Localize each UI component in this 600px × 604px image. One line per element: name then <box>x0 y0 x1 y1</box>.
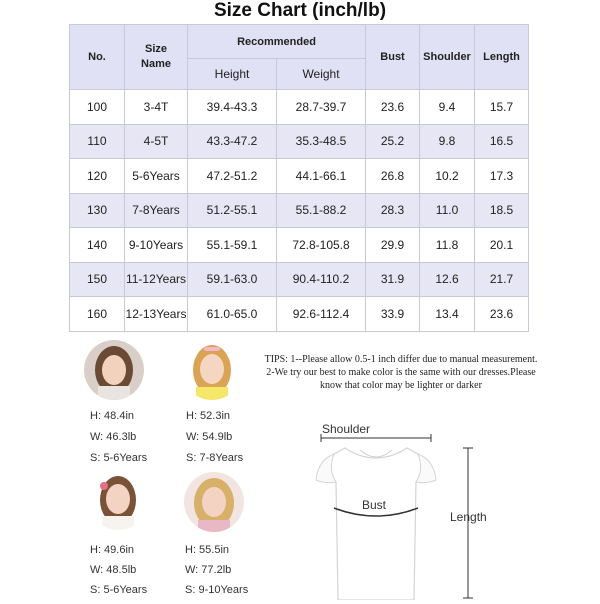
table-cell-shoulder: 13.4 <box>420 297 475 332</box>
table-cell-weight: 92.6-112.4 <box>277 297 366 332</box>
model-4-weight: W: 77.2lb <box>185 564 232 576</box>
table-cell-height: 61.0-65.0 <box>188 297 277 332</box>
model-3-height: H: 49.6in <box>90 544 135 556</box>
table-cell-bust: 33.9 <box>366 297 420 332</box>
table-cell-bust: 26.8 <box>366 159 420 194</box>
table-cell-bust: 25.2 <box>366 124 420 159</box>
table-cell-no: 130 <box>70 193 125 228</box>
model-1-weight: W: 46.3lb <box>90 431 137 443</box>
table-cell-size: 11-12Years <box>125 262 188 297</box>
tips-line-1: TIPS: 1--Please allow 0.5-1 inch differ due to manual measurement. <box>264 354 538 365</box>
model-2-height: H: 52.3in <box>186 410 231 422</box>
table-cell-no: 100 <box>70 90 125 125</box>
shoulder-label: Shoulder <box>322 422 371 436</box>
table-cell-bust: 28.3 <box>366 193 420 228</box>
table-row <box>70 297 529 332</box>
table-cell-length: 18.5 <box>475 193 529 228</box>
header-size-name: Size Name <box>125 25 188 90</box>
table-cell-weight: 55.1-88.2 <box>277 193 366 228</box>
table-cell-no: 150 <box>70 262 125 297</box>
model-1-size: S: 5-6Years <box>90 452 148 464</box>
table-cell-shoulder: 10.2 <box>420 159 475 194</box>
table-cell-no: 110 <box>70 124 125 159</box>
table-cell-size: 12-13Years <box>125 297 188 332</box>
table-cell-no: 160 <box>70 297 125 332</box>
table-cell-length: 21.7 <box>475 262 529 297</box>
model-2-size: S: 7-8Years <box>186 452 244 464</box>
table-cell-length: 20.1 <box>475 228 529 263</box>
size-chart-table <box>69 24 529 332</box>
tips-line-2: 2-We try our best to make color is the same with our dresses.Please know that color may be lighter or darker <box>266 367 536 391</box>
table-cell-bust: 23.6 <box>366 90 420 125</box>
table-cell-height: 39.4-43.3 <box>188 90 277 125</box>
tips-text <box>262 353 540 392</box>
header-weight: Weight <box>277 59 366 90</box>
header-height: Height <box>188 59 277 90</box>
table-cell-size: 3-4T <box>125 90 188 125</box>
table-cell-size: 5-6Years <box>125 159 188 194</box>
table-cell-length: 16.5 <box>475 124 529 159</box>
model-3-size: S: 5-6Years <box>90 584 148 596</box>
measurement-diagram <box>300 420 600 600</box>
model-4-height: H: 55.5in <box>185 544 230 556</box>
table-cell-weight: 35.3-48.5 <box>277 124 366 159</box>
table-row <box>70 159 529 194</box>
table-row <box>70 90 529 125</box>
table-cell-size: 7-8Years <box>125 193 188 228</box>
table-cell-height: 47.2-51.2 <box>188 159 277 194</box>
table-cell-shoulder: 11.8 <box>420 228 475 263</box>
table-cell-height: 51.2-55.1 <box>188 193 277 228</box>
table-cell-shoulder: 12.6 <box>420 262 475 297</box>
table-cell-height: 43.3-47.2 <box>188 124 277 159</box>
header-bust: Bust <box>366 25 420 90</box>
table-cell-weight: 28.7-39.7 <box>277 90 366 125</box>
model-photo-1 <box>84 340 144 400</box>
table-cell-bust: 29.9 <box>366 228 420 263</box>
header-shoulder: Shoulder <box>420 25 475 90</box>
table-row <box>70 193 529 228</box>
table-cell-weight: 90.4-110.2 <box>277 262 366 297</box>
table-cell-no: 140 <box>70 228 125 263</box>
page-title: Size Chart (inch/lb) <box>213 0 387 21</box>
length-label: Length <box>450 510 487 524</box>
table-cell-length: 17.3 <box>475 159 529 194</box>
table-cell-bust: 31.9 <box>366 262 420 297</box>
model-photo-4 <box>184 472 244 532</box>
model-4-size: S: 9-10Years <box>185 584 249 596</box>
model-1-height: H: 48.4in <box>90 410 135 422</box>
table-cell-no: 120 <box>70 159 125 194</box>
table-row <box>70 262 529 297</box>
table-cell-length: 15.7 <box>475 90 529 125</box>
model-photo-2 <box>182 340 242 400</box>
table-row <box>70 228 529 263</box>
table-cell-shoulder: 9.8 <box>420 124 475 159</box>
table-cell-shoulder: 9.4 <box>420 90 475 125</box>
table-cell-shoulder: 11.0 <box>420 193 475 228</box>
table-cell-size: 9-10Years <box>125 228 188 263</box>
header-length: Length <box>475 25 529 90</box>
table-cell-length: 23.6 <box>475 297 529 332</box>
header-no: No. <box>70 25 125 90</box>
model-3-weight: W: 48.5lb <box>90 564 137 576</box>
table-cell-height: 55.1-59.1 <box>188 228 277 263</box>
model-2-weight: W: 54.9lb <box>186 431 233 443</box>
model-photo-3 <box>88 470 148 530</box>
table-cell-size: 4-5T <box>125 124 188 159</box>
table-cell-height: 59.1-63.0 <box>188 262 277 297</box>
table-cell-weight: 44.1-66.1 <box>277 159 366 194</box>
table-row <box>70 124 529 159</box>
header-recommended: Recommended <box>188 25 366 59</box>
dress-shape <box>330 448 421 600</box>
table-cell-weight: 72.8-105.8 <box>277 228 366 263</box>
bust-label: Bust <box>362 498 387 512</box>
